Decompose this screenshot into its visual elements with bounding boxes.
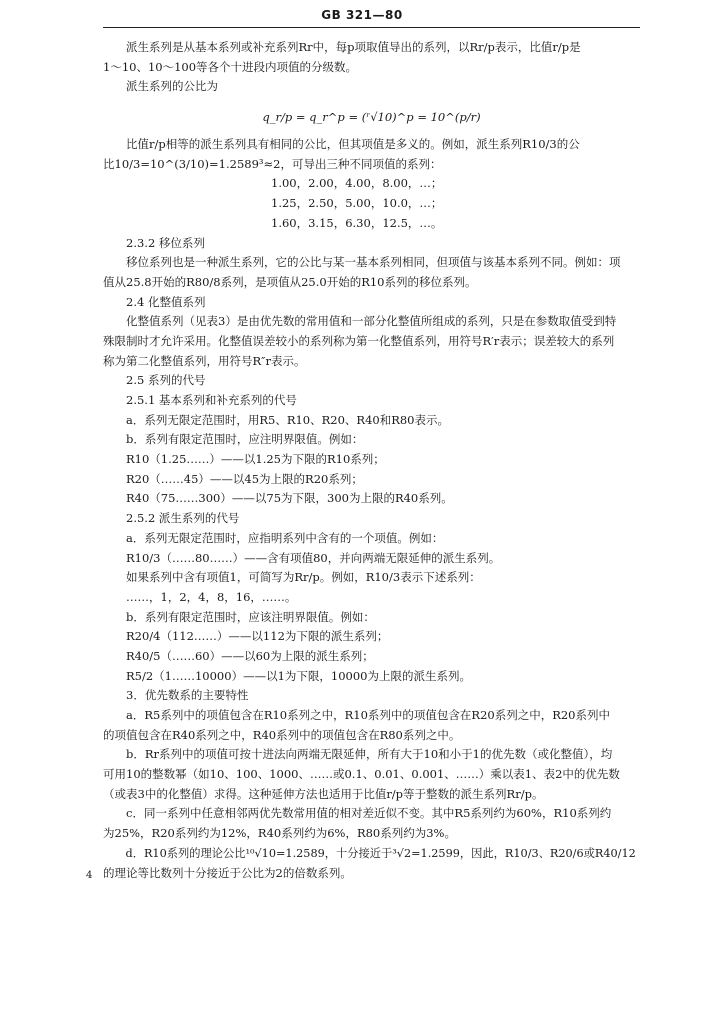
text-line: 值从25.8开始的R80/8系列，是项值从25.0开始的R10系列的移位系列。 xyxy=(103,274,477,289)
text-line: 比10/3=10^(3/10)=1.2589³≈2，可导出三种不同项值的系列： xyxy=(103,156,442,171)
section-heading: 3．优先数系的主要特性 xyxy=(103,688,249,703)
sequence-line: 1.00，2.00，4.00，8.00，…； xyxy=(271,176,443,191)
text-line: R40（75……300）——以75为下限，300为上限的R40系列。 xyxy=(103,491,453,506)
text-line: R40/5（……60）——以60为上限的派生系列； xyxy=(103,648,374,663)
ratio-formula: q_r/p = q_r^p = (ʳ√10)^p = 10^(p/r) xyxy=(262,110,481,125)
header-rule xyxy=(103,27,640,28)
section-heading: 2.3.2 移位系列 xyxy=(103,235,205,250)
document-body xyxy=(103,38,640,883)
text-line: 的项值包含在R40系列之中，R40系列中的项值包含在R80系列之中。 xyxy=(103,727,461,742)
text-line: 1～10、10～100等各个十进段内项值的分级数。 xyxy=(103,59,358,74)
text-line: R20（……45）——以45为上限的R20系列； xyxy=(103,471,363,486)
standard-number-header: GB 321—80 xyxy=(321,8,403,22)
section-heading: 2.5 系列的代号 xyxy=(103,373,206,388)
text-line: 移位系列也是一种派生系列，它的公比与某一基本系列相同，但项值与该基本系列不同。例如：项 xyxy=(103,255,621,270)
sequence-line: 1.60，3.15，6.30，12.5，…。 xyxy=(271,215,443,230)
text-line: a．R5系列中的项值包含在R10系列之中，R10系列中的项值包含在R20系列之中，R20系列中 xyxy=(103,708,610,722)
text-line: 如果系列中含有项值1，可简写为Rr/p。例如，R10/3表示下述系列： xyxy=(103,570,481,585)
section-heading: 2.5.2 派生系列的代号 xyxy=(103,511,240,526)
text-line: 为25%，R20系列约为12%，R40系列约为6%，R80系列约为3%。 xyxy=(103,826,456,841)
text-line: a．系列无限定范围时，应指明系列中含有的一个项值。例如： xyxy=(103,530,444,545)
text-line: a．系列无限定范围时，用R5、R10、R20、R40和R80表示。 xyxy=(103,412,449,427)
text-line: 派生系列是从基本系列或补充系列Rr中，每p项取值导出的系列，以Rr/p表示，比值r/p是 xyxy=(103,40,581,54)
text-line: 派生系列的公比为 xyxy=(103,79,218,94)
text-line: R5/2（1……10000）——以1为下限，10000为上限的派生系列。 xyxy=(103,668,471,683)
text-line: b．Rr系列中的项值可按十进法向两端无限延伸，所有大于10和小于1的优先数（或化整值），均 xyxy=(103,747,613,762)
text-line: 殊限制时才允许采用。化整值误差较小的系列称为第一化整值系列，用符号R′r表示；误差较大的系列 xyxy=(103,333,615,348)
text-line: R10（1.25……）——以1.25为下限的R10系列； xyxy=(103,452,385,467)
text-line: ……，1，2，4，8，16，……。 xyxy=(103,589,297,604)
text-line: （或表3中的化整值）求得。这种延伸方法也适用于比值r/p等于整数的派生系列Rr/p。 xyxy=(103,786,544,801)
text-line: c．同一系列中任意相邻两优先数常用值的相对差近似不变。其中R5系列约为60%，R10系列约 xyxy=(103,806,612,821)
text-line: R10/3（……80……）——含有项值80，并向两端无限延伸的派生系列。 xyxy=(103,550,501,565)
sequence-line: 1.25，2.50，5.00，10.0，…； xyxy=(271,196,443,211)
text-line: R20/4（112……）——以112为下限的派生系列； xyxy=(103,629,389,644)
text-line: 可用10的整数幂（如10、100、1000、……或0.1、0.01、0.001、……）乘以表1、表2中的优先数 xyxy=(103,767,620,782)
text-line: b．系列有限定范围时，应注明界限值。例如： xyxy=(103,432,364,447)
section-heading: 2.4 化整值系列 xyxy=(103,294,206,309)
page-number: 4 xyxy=(86,870,93,881)
text-line: d．R10系列的理论公比¹⁰√10=1.2589，十分接近于³√2=1.2599，因此，R10/3、R20/6或R40/12 xyxy=(103,846,636,860)
text-line: 比值r/p相等的派生系列具有相同的公比，但其项值是多义的。例如，派生系列R10/3的公 xyxy=(103,137,580,152)
section-heading: 2.5.1 基本系列和补充系列的代号 xyxy=(103,393,297,407)
text-line: b．系列有限定范围时，应该注明界限值。例如： xyxy=(103,609,375,624)
text-line: 的理论等比数列十分接近于公比为2的倍数系列。 xyxy=(103,865,352,880)
text-line: 称为第二化整值系列，用符号R″r表示。 xyxy=(103,353,306,368)
text-line: 化整值系列（见表3）是由优先数的常用值和一部分化整值所组成的系列，只是在参数取值受到特 xyxy=(103,314,617,329)
